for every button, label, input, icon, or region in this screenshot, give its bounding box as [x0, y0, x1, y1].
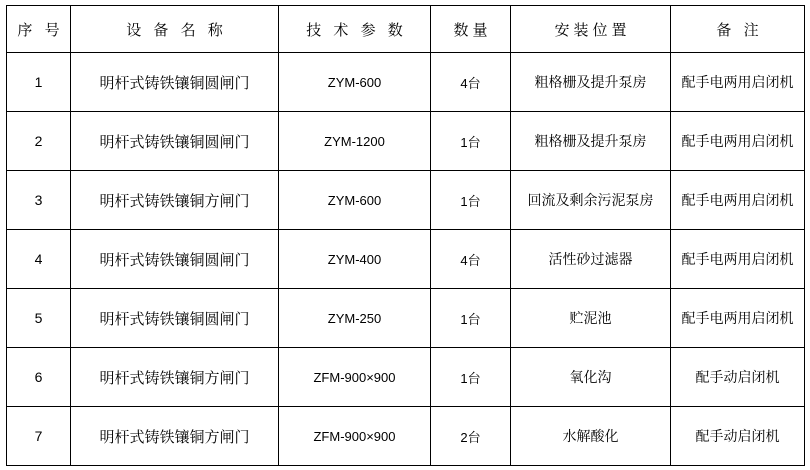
cell-qty: 1台 — [431, 289, 511, 348]
cell-qty: 4台 — [431, 53, 511, 112]
column-header-location: 安装位置 — [511, 6, 671, 53]
cell-note: 配手电两用启闭机 — [671, 112, 805, 171]
cell-spec: ZYM-600 — [279, 171, 431, 230]
table-row — [7, 53, 805, 112]
cell-no: 3 — [7, 171, 71, 230]
cell-note: 配手电两用启闭机 — [671, 230, 805, 289]
table-body — [7, 53, 805, 466]
cell-spec: ZYM-400 — [279, 230, 431, 289]
cell-location: 回流及剩余污泥泵房 — [511, 171, 671, 230]
cell-note: 配手电两用启闭机 — [671, 53, 805, 112]
cell-name: 明杆式铸铁镶铜方闸门 — [71, 407, 279, 466]
table-header-row — [7, 6, 805, 53]
cell-note: 配手动启闭机 — [671, 348, 805, 407]
table-row — [7, 348, 805, 407]
column-header-qty: 数量 — [431, 6, 511, 53]
cell-qty: 1台 — [431, 112, 511, 171]
cell-name: 明杆式铸铁镶铜圆闸门 — [71, 112, 279, 171]
cell-name: 明杆式铸铁镶铜圆闸门 — [71, 289, 279, 348]
column-header-name: 设 备 名 称 — [71, 6, 279, 53]
cell-note: 配手电两用启闭机 — [671, 171, 805, 230]
cell-qty: 1台 — [431, 171, 511, 230]
cell-qty: 1台 — [431, 348, 511, 407]
cell-no: 5 — [7, 289, 71, 348]
cell-spec: ZYM-1200 — [279, 112, 431, 171]
cell-name: 明杆式铸铁镶铜圆闸门 — [71, 53, 279, 112]
cell-qty: 4台 — [431, 230, 511, 289]
cell-spec: ZYM-250 — [279, 289, 431, 348]
cell-no: 2 — [7, 112, 71, 171]
cell-location: 粗格栅及提升泵房 — [511, 53, 671, 112]
cell-spec: ZYM-600 — [279, 53, 431, 112]
cell-location: 粗格栅及提升泵房 — [511, 112, 671, 171]
cell-note: 配手动启闭机 — [671, 407, 805, 466]
table-row — [7, 230, 805, 289]
table-row — [7, 171, 805, 230]
cell-name: 明杆式铸铁镶铜方闸门 — [71, 171, 279, 230]
table-row — [7, 112, 805, 171]
cell-spec: ZFM-900×900 — [279, 407, 431, 466]
column-header-spec: 技 术 参 数 — [279, 6, 431, 53]
table-row — [7, 289, 805, 348]
column-header-no: 序 号 — [7, 6, 71, 53]
cell-qty: 2台 — [431, 407, 511, 466]
cell-name: 明杆式铸铁镶铜方闸门 — [71, 348, 279, 407]
table-header — [7, 6, 805, 53]
cell-no: 7 — [7, 407, 71, 466]
cell-location: 贮泥池 — [511, 289, 671, 348]
equipment-table — [6, 5, 805, 466]
column-header-note: 备 注 — [671, 6, 805, 53]
cell-note: 配手电两用启闭机 — [671, 289, 805, 348]
cell-location: 活性砂过滤器 — [511, 230, 671, 289]
table-row — [7, 407, 805, 466]
cell-name: 明杆式铸铁镶铜圆闸门 — [71, 230, 279, 289]
cell-location: 氧化沟 — [511, 348, 671, 407]
cell-no: 6 — [7, 348, 71, 407]
cell-spec: ZFM-900×900 — [279, 348, 431, 407]
cell-no: 4 — [7, 230, 71, 289]
cell-location: 水解酸化 — [511, 407, 671, 466]
cell-no: 1 — [7, 53, 71, 112]
